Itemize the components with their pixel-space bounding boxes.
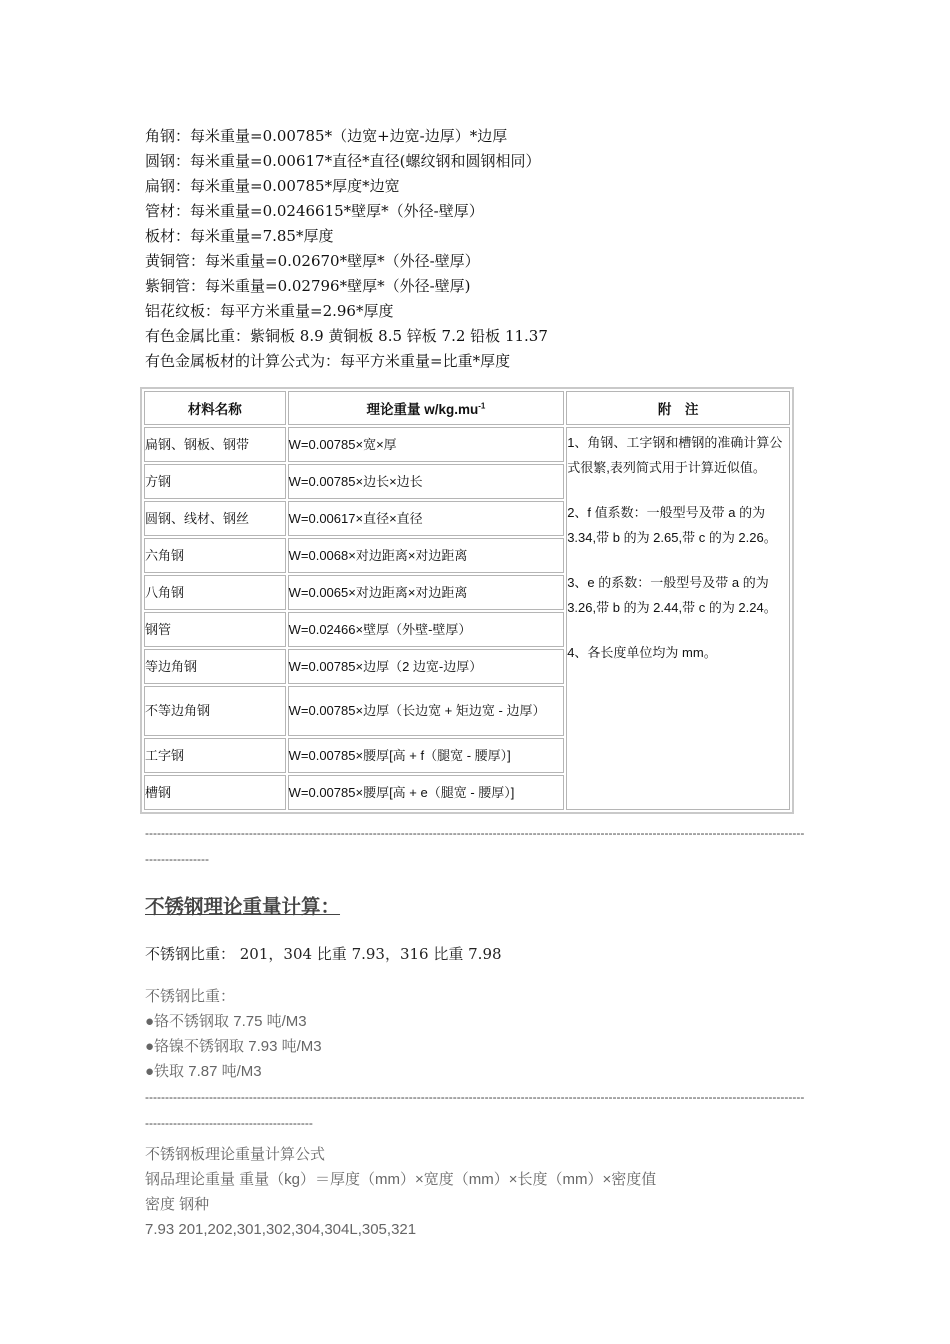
list-item: ●铬镍不锈钢取 7.93 吨/M3	[145, 1038, 322, 1055]
formula-cell: W=0.00617×直径×直径	[288, 501, 565, 536]
stainless-density-line: 不锈钢比重： 201，304 比重 7.93，316 比重 7.98	[145, 945, 502, 963]
formula-line: 板材：每米重量=7.85*厚度	[145, 227, 334, 245]
plate-row: 7.93 201,202,301,302,304,304L,305,321	[145, 1221, 417, 1238]
header-material-name: 材料名称	[144, 391, 286, 425]
formula-line: 角钢：每米重量=0.00785*（边宽+边宽-边厚）*边厚	[145, 127, 508, 145]
formula-line: 黄铜管：每米重量=0.02670*壁厚*（外径-壁厚）	[145, 252, 480, 270]
note-item: 2、f 值系数：一般型号及带 a 的为 3.34,带 b 的为 2.65,带 c 的为 2.26。	[567, 505, 777, 545]
density-block	[145, 984, 805, 1084]
density-list	[145, 1009, 805, 1084]
material-name-cell: 圆钢、线材、钢丝	[144, 501, 286, 536]
material-name-cell: 扁钢、钢板、钢带	[144, 427, 286, 462]
formula-line: 扁钢：每米重量=0.00785*厚度*边宽	[145, 177, 400, 195]
formula-cell: W=0.00785×边长×边长	[288, 464, 565, 499]
formula-cell: W=0.02466×壁厚（外壁-壁厚）	[288, 612, 565, 647]
formula-cell: W=0.0068×对边距离×对边距离	[288, 538, 565, 573]
material-name-cell: 六角钢	[144, 538, 286, 573]
formula-cell: W=0.00785×腰厚[高 + e（腿宽 - 腰厚）]	[288, 775, 565, 810]
table-row	[144, 427, 790, 462]
material-name-cell: 不等边角钢	[144, 686, 286, 736]
density-title: 不锈钢比重：	[145, 988, 236, 1005]
formula-cell: W=0.0065×对边距离×对边距离	[288, 575, 565, 610]
notes-cell	[566, 427, 790, 810]
material-name-cell: 钢管	[144, 612, 286, 647]
formula-cell: W=0.00785×边厚（2 边宽-边厚）	[288, 649, 565, 684]
formula-cell: W=0.00785×宽×厚	[288, 427, 565, 462]
material-name-cell: 槽钢	[144, 775, 286, 810]
plate-formula: 钢品理论重量 重量（kg）＝厚度（mm）×宽度（mm）×长度（mm）×密度值	[145, 1171, 657, 1188]
material-name-cell: 方钢	[144, 464, 286, 499]
formula-line: 铝花纹板：每平方米重量=2.96*厚度	[145, 302, 394, 320]
formula-line: 有色金属比重：紫铜板 8.9 黄铜板 8.5 锌板 7.2 铅板 11.37	[145, 327, 548, 345]
note-item: 4、各长度单位均为 mm。	[567, 645, 717, 660]
dashed-divider: ---------------------------------------------------------------------------------------------------------------------------------------------------------------------------------------------------------------	[145, 1090, 805, 1130]
formula-line: 紫铜管：每米重量=0.02796*壁厚*（外径-壁厚)	[145, 277, 471, 295]
formula-line: 圆钢：每米重量=0.00617*直径*直径(螺纹钢和圆钢相同）	[145, 152, 541, 170]
formula-line: 管材：每米重量=0.0246615*壁厚*（外径-壁厚）	[145, 202, 484, 220]
formula-cell: W=0.00785×腰厚[高 + f（腿宽 - 腰厚）]	[288, 738, 565, 773]
header-notes: 附 注	[566, 391, 790, 425]
plate-formula-block	[145, 1142, 805, 1242]
formula-cell: W=0.00785×边厚（长边宽 + 矩边宽 - 边厚）	[288, 686, 565, 736]
material-name-cell: 工字钢	[144, 738, 286, 773]
document-page	[145, 124, 805, 1242]
plate-title: 不锈钢板理论重量计算公式	[145, 1146, 326, 1163]
dashed-divider: -------------------------------------------------------------------------------------------------------------------------------------------------------------------------------------	[145, 826, 805, 866]
list-item: ●铬不锈钢取 7.75 吨/M3	[145, 1013, 307, 1030]
table-header-row	[144, 391, 790, 425]
steel-weight-table	[140, 387, 794, 814]
formula-list	[145, 124, 805, 374]
note-item: 3、e 的系数：一般型号及带 a 的为 3.26,带 b 的为 2.44,带 c 的为 2.24。	[567, 575, 777, 615]
material-name-cell: 八角钢	[144, 575, 286, 610]
stainless-heading: 不锈钢理论重量计算：	[145, 896, 341, 918]
formula-line: 有色金属板材的计算公式为：每平方米重量=比重*厚度	[145, 352, 511, 370]
list-item: ●铁取 7.87 吨/M3	[145, 1063, 262, 1080]
note-item: 1、角钢、工字钢和槽钢的准确计算公式很繁,表列简式用于计算近似值。	[567, 435, 783, 475]
material-name-cell: 等边角钢	[144, 649, 286, 684]
header-theoretical-weight: 理论重量 $w/kg.mu^{-1}$	[288, 391, 565, 425]
plate-columns: 密度 钢种	[145, 1196, 210, 1213]
